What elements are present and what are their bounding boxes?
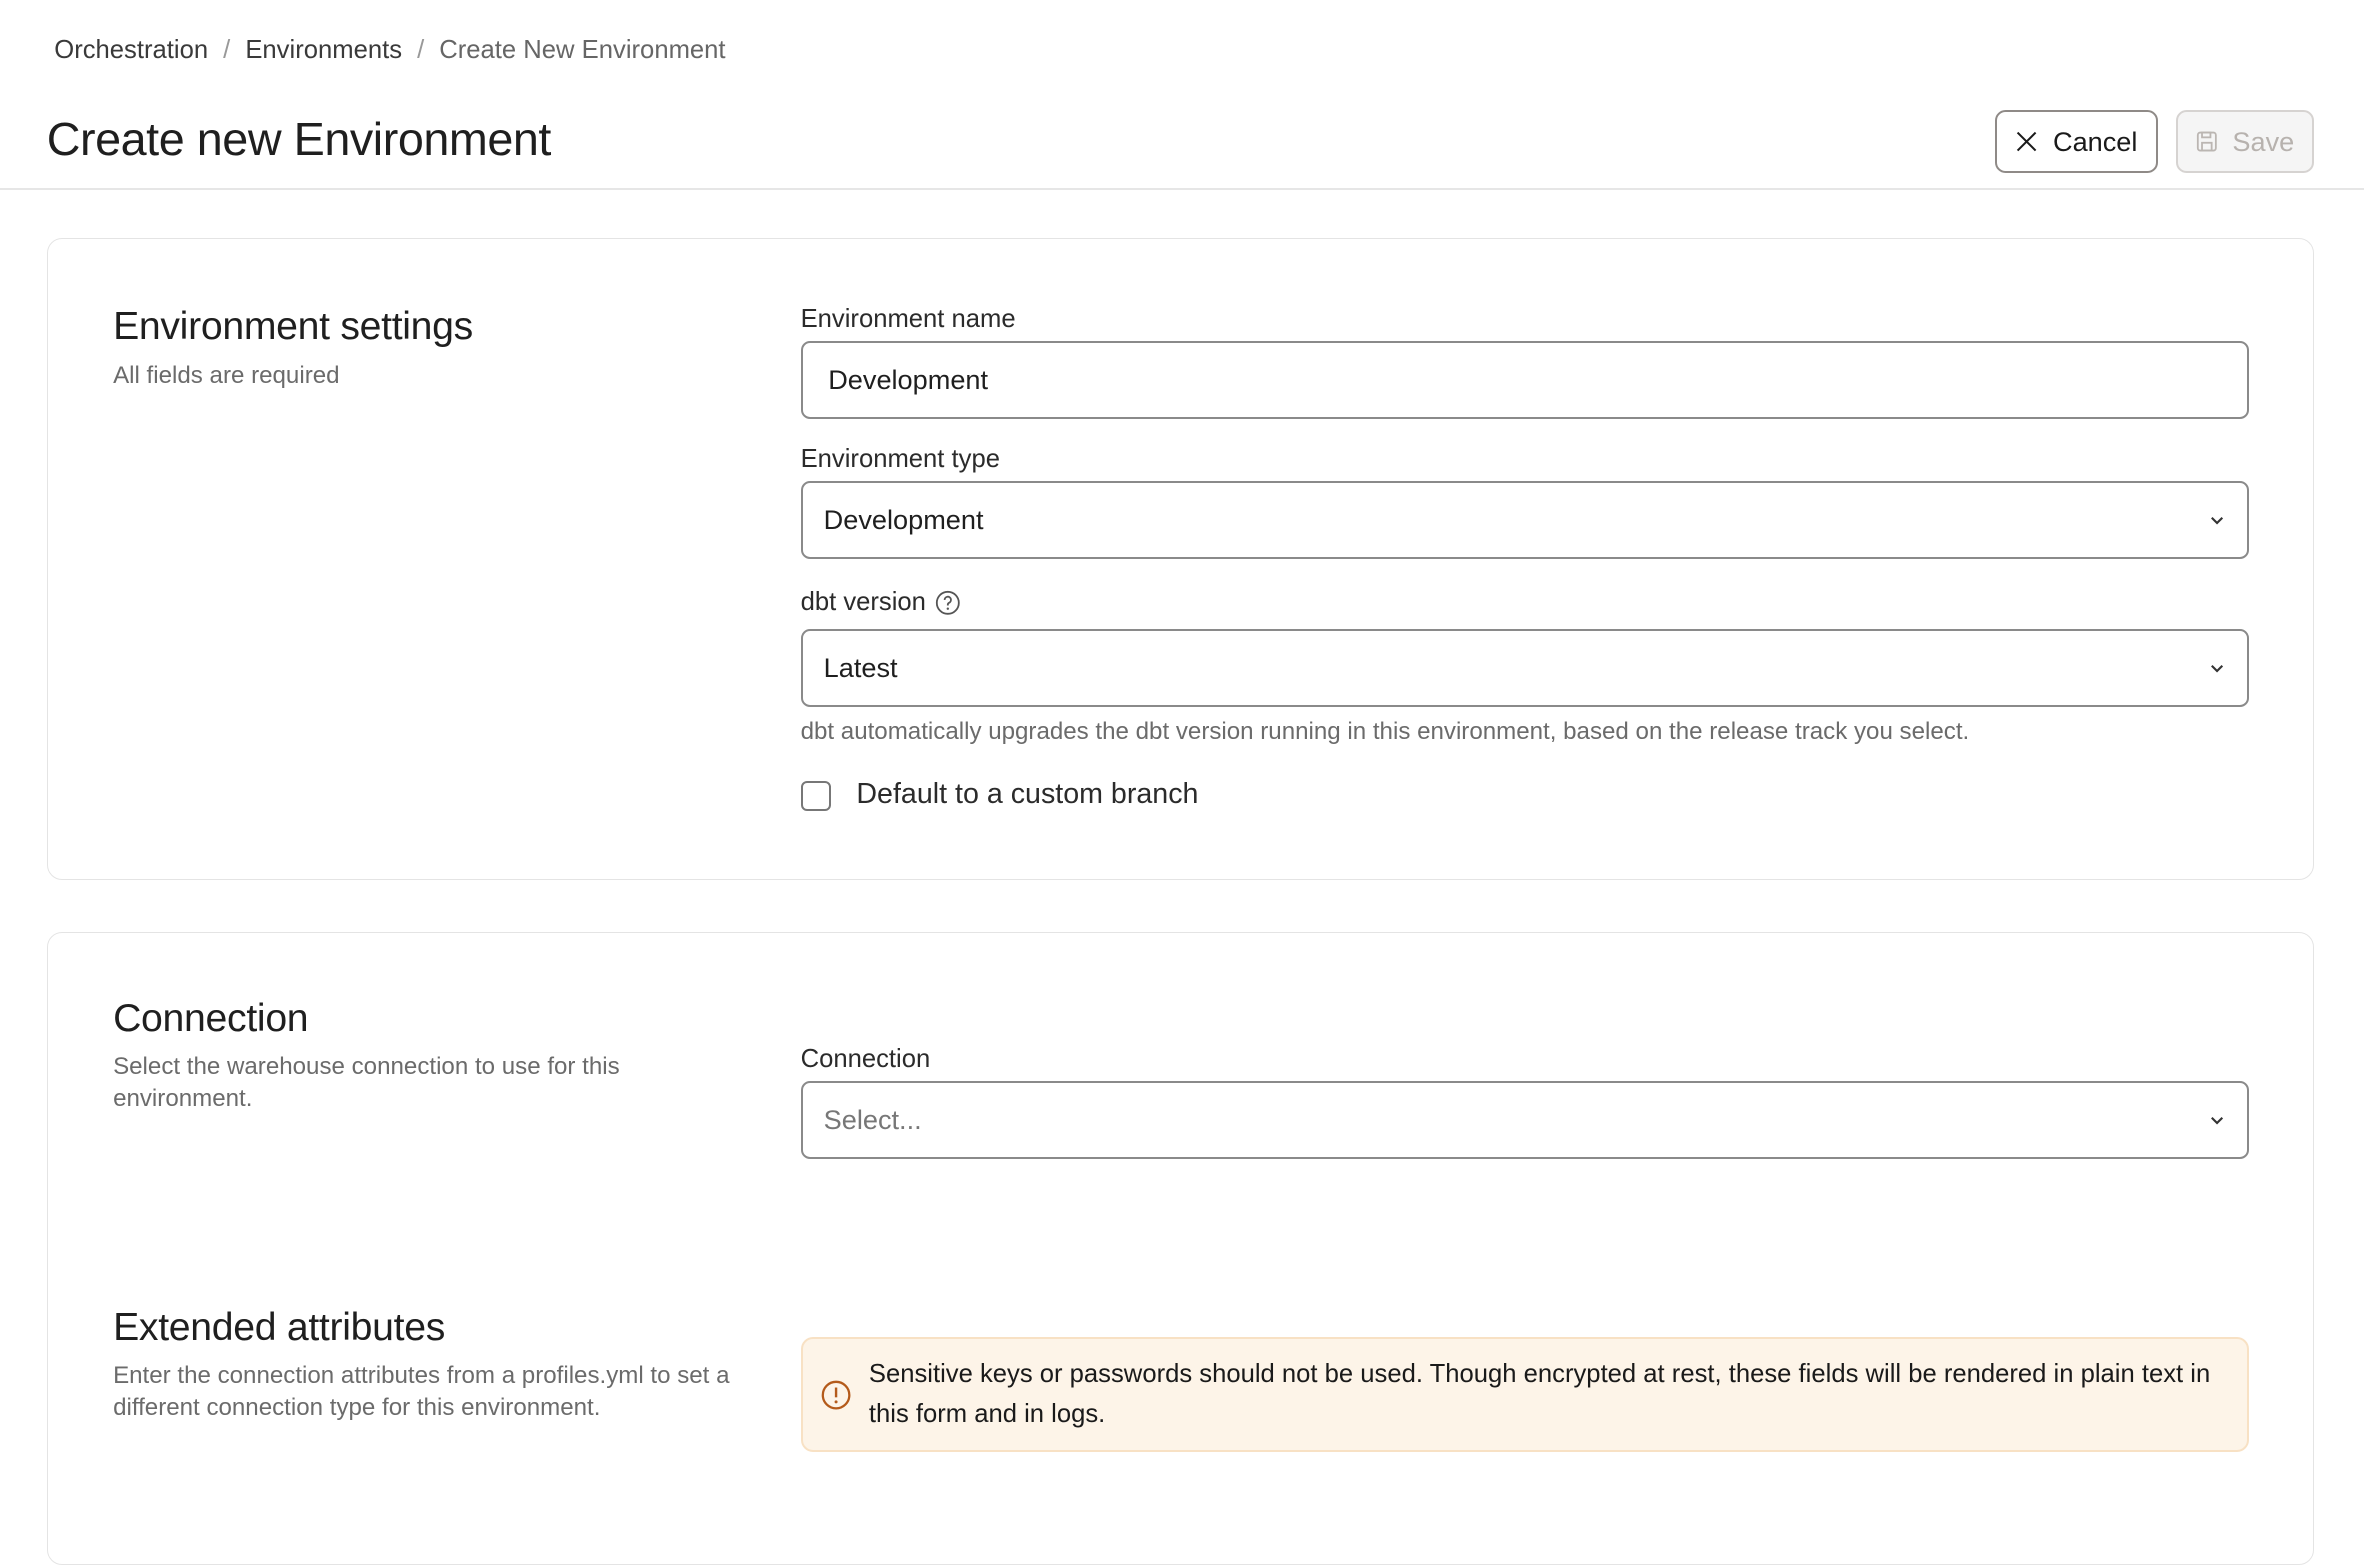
breadcrumb [54,36,725,65]
warning-text: Sensitive keys or passwords should not be used. Though encrypted at rest, these fields will be rendered in plain text in this form and in logs. [868,1360,2211,1428]
cancel-label: Cancel [2052,125,2138,157]
chevron-down-icon [2208,1111,2226,1129]
warning-icon [821,1380,851,1410]
connection-card [47,932,2315,1565]
page-title: Create new Environment [46,112,551,165]
environment-name-input[interactable]: Development [801,341,2250,419]
connection-label: Connection [800,1044,931,1073]
environment-name-label: Environment name [800,304,1016,333]
extended-attributes-title: Extended attributes [113,1305,446,1349]
cancel-button[interactable] [1995,110,2158,173]
save-icon [2196,128,2218,155]
breadcrumb-orchestration[interactable]: Orchestration [54,36,209,65]
breadcrumb-current: Create New Environment [439,36,726,65]
extended-attributes-subtitle: Enter the connection attributes from a profiles.yml to set a different connection type for this environment. [113,1361,730,1421]
warning-banner [801,1337,2250,1452]
dbt-version-select[interactable]: Latest [801,629,2250,707]
chevron-down-icon [2208,511,2226,529]
breadcrumb-separator: / [417,36,425,65]
dbt-version-label: dbt version [801,588,961,617]
save-button[interactable] [2176,110,2315,173]
header-divider [0,188,2364,190]
environment-type-select[interactable]: Development [801,481,2250,559]
environment-type-label: Environment type [800,444,1000,473]
dbt-version-helper: dbt automatically upgrades the dbt version running in this environment, based on the release track you select. [800,717,1970,745]
connection-select[interactable]: Select... [801,1081,2250,1159]
close-icon [2015,128,2038,155]
save-label: Save [2232,125,2295,157]
breadcrumb-environments[interactable]: Environments [245,36,403,65]
breadcrumb-separator: / [223,36,231,65]
help-icon[interactable] [935,590,961,616]
custom-branch-label[interactable]: Default to a custom branch [856,777,1199,810]
connection-subtitle: Select the warehouse connection to use for this environment. [113,1052,620,1112]
section-subtitle: All fields are required [113,362,340,390]
custom-branch-checkbox[interactable] [801,781,831,811]
section-title: Environment settings [113,304,473,348]
connection-title: Connection [113,996,309,1040]
chevron-down-icon [2208,659,2226,677]
